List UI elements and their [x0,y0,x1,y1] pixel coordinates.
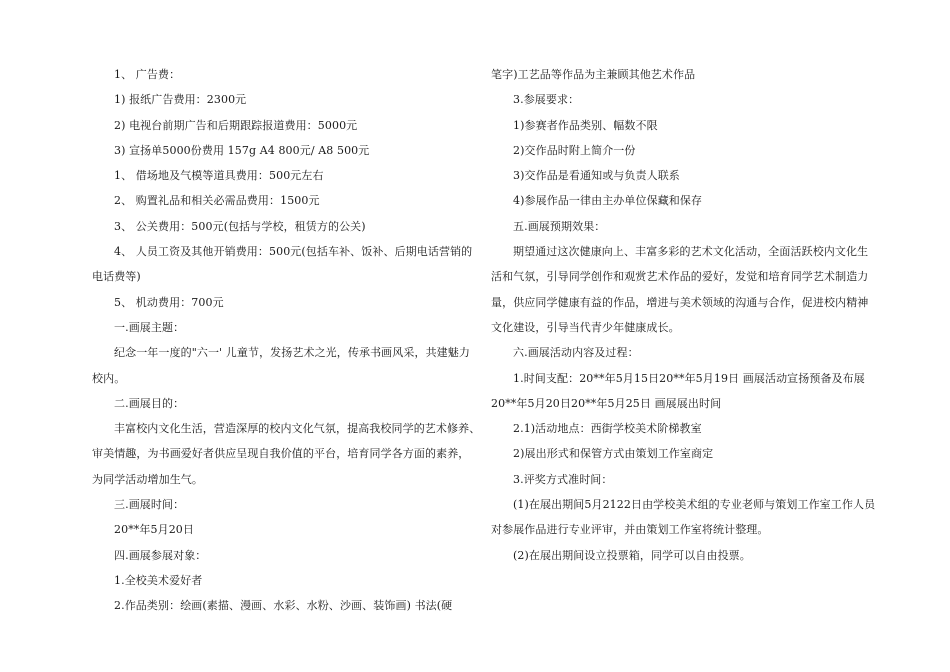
text-line: 电话费等) [92,270,141,284]
text-line: 三.画展时间： [114,498,185,512]
text-line: 4、 人员工资及其他开销费用：500元(包括车补、饭补、后期电话营销的 [114,245,473,259]
text-line: 一.画展主题： [114,320,185,334]
text-line: 1、 广告费： [114,68,181,81]
text-line: 3、 公关费用：500元(包括与学校，租赁方的公关) [114,219,366,233]
text-line: 1.时间支配：20**年5月15日20**年5月19日 画展活动宣扬预备及布展 [513,371,865,385]
text-line: 20**年5月20日20**年5月25日 画展展出时间 [491,396,722,410]
text-line: (1)在展出期间5月2122日由学校美术组的专业老师与策划工作室工作人员 [513,498,876,512]
text-line: 1)参赛者作品类别、幅数不限 [513,118,658,132]
text-line: 丰富校内文化生活，营造深厚的校内文化气氛，提高我校同学的艺术修养、 [114,422,481,436]
text-line: 笔字)工艺品等作品为主兼顾其他艺术作品 [491,68,696,81]
text-line: 4)参展作品一律由主办单位保藏和保存 [513,194,703,208]
text-line: 为同学活动增加生气。 [92,472,203,486]
text-line: 校内。 [92,371,126,385]
text-line: 2)展出形式和保管方式由策划工作室商定 [513,447,714,461]
text-line: 活和气氛，引导同学创作和观赏艺术作品的爱好，发觉和培育同学艺术制造力 [491,270,869,284]
text-line: 3.评奖方式准时间： [513,472,613,486]
text-line: 对参展作品进行专业评审，并由策划工作室将统计整理。 [491,523,769,537]
text-line: 四.画展参展对象： [114,548,207,562]
text-line: 3) 宣扬单5000份费用 157g A4 800元/ A8 500元 [114,143,370,157]
text-line: 1.全校美术爱好者 [114,573,203,587]
text-line: 3.参展要求： [513,93,580,107]
text-line: 文化建设，引导当代青少年健康成长。 [491,320,680,334]
text-line: 3)交作品是看通知或与负责人联系 [513,169,680,183]
text-line: 2.作品类别：绘画(素描、漫画、水彩、水粉、沙画、装饰画) 书法(硬 [114,599,453,613]
text-line: 量，供应同学健康有益的作品，增进与美术领域的沟通与合作，促进校内精神 [491,295,869,309]
text-line: 20**年5月20日 [114,523,194,537]
text-line: 2.1)活动地点：西街学校美术阶梯教室 [513,422,702,436]
text-line: 2) 电视台前期广告和后期跟踪报道费用：5000元 [114,118,358,132]
text-line: 2、 购置礼品和相关必需品费用：1500元 [114,194,320,208]
left-column [92,66,481,623]
right-column [491,66,881,572]
text-line: 期望通过这次健康向上、丰富多彩的艺术文化活动，全面活跃校内文化生 [513,245,869,259]
text-line: 六.画展活动内容及过程： [513,346,639,360]
text-line: 2)交作品时附上简介一份 [513,143,636,157]
text-line: 1、 借场地及气模等道具费用：500元左右 [114,169,324,183]
text-line: 5、 机动费用：700元 [114,295,224,309]
text-line: 纪念一年一度的"六一' 儿童节，发扬艺术之光，传承书画风采，共建魅力 [114,346,470,360]
text-line: 五.画展预期效果： [513,219,606,233]
text-line: 1) 报纸广告费用：2300元 [114,93,247,107]
text-line: 审美情趣，为书画爱好者供应呈现自我价值的平台，培育同学各方面的素养， [92,447,470,461]
text-line: 二.画展目的： [114,396,185,410]
text-line: (2)在展出期间设立投票箱，同学可以自由投票。 [513,548,751,562]
